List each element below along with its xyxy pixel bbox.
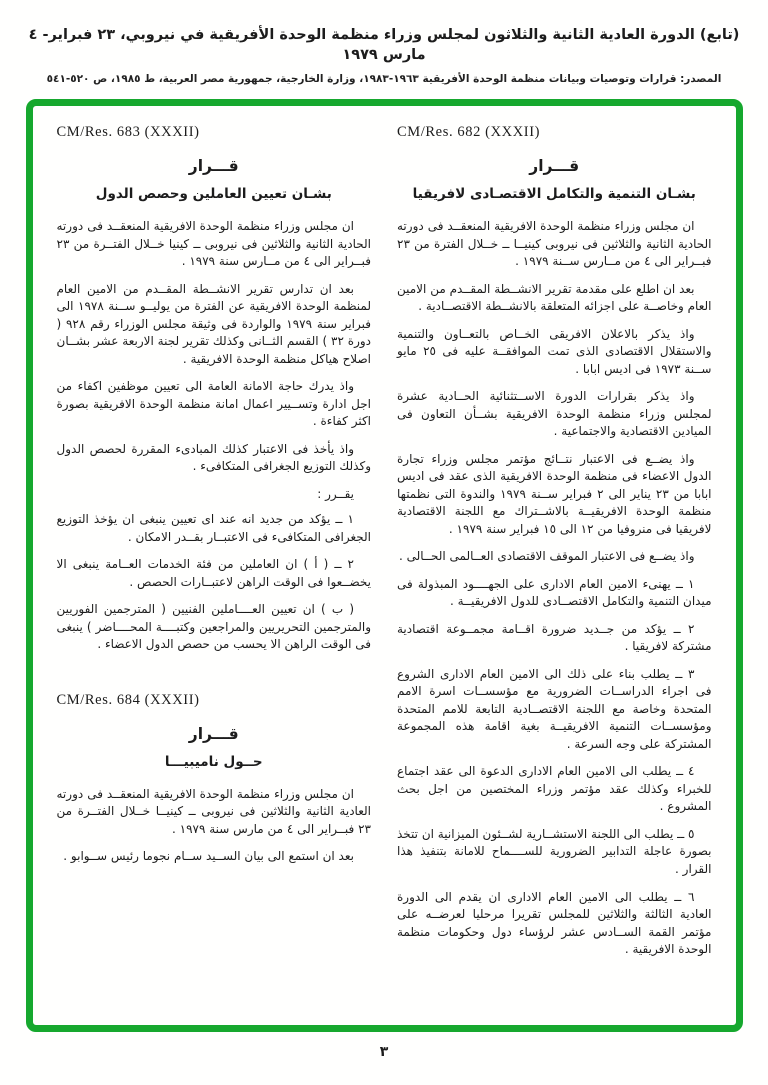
resolution-ref: CM/Res. 684 (XXXII) — [56, 691, 200, 708]
numbered-item-2a: ٢ ــ ( أ ) ان العاملين من فئة الخدمات العــامة ينبغى الا يخضــعوا فى الوقت الراهن لاعتبــارات الحصص . — [56, 557, 371, 589]
paragraph: ان مجلس وزراء منظمة الوحدة الافريقية المنعقــد فى دورته العادية الثانية والثلاثين فى نيروبى ــ كينيــا خــلال الفتــرة من ٢٣ فبــراير الى ٤ من مارس سنة ١٩٧٩ . — [56, 786, 371, 836]
numbered-item-2b: ( ب ) ان تعيين العــــاملين الفنيين ( المترجمين الفوريين والمترجمين التحريريين والمراجعين وكتبــــة المحــــاضر ) ينبغى فى الوقت الراهن الا يحسب من حصص الدول الاعضاء . — [56, 602, 371, 652]
numbered-item-6: ٦ ــ يطلب الى الامين العام الادارى ان يقدم الى الدورة العادية الثالثة والثلاثين للمجلس تقريرا مرحليا لعرضــه على مؤتمر القمة الســادس عشر لرؤساء دول وحكومات منظمة الوحدة الافريقية . — [397, 889, 712, 957]
paragraph: واذ يضــع فى الاعتبار نتــائج مؤتمر مجلس وزراء تجارة الدول الاعضاء فى منظمة الوحدة الافريقية الذى عقد فى اديس ابابا من ٢٣ يناير الى ٢ فبراير ســنة ١٩٧٩ والندوة التى نظمتها منظمة الوحدة الافريقيــة بالاشــتراك مع اللجنة الاقتصادية لافريقيا فى منروفيا من ١٢ الى ١٥ فبراير سنة ١٩٧٩ . — [397, 451, 712, 536]
resolution-kind-heading: قـــرار — [188, 157, 239, 176]
paragraph: بعد ان استمع الى بيان الســيد ســام نجوما رئيس ســوابو . — [63, 849, 354, 864]
paragraph: ان مجلس وزراء منظمة الوحدة الافريقية المنعقــد فى دورته الحادية الثانية والثلاثين فى نيروبى كينيــا ــ خــلال الفترة من ٢٣ فبــراير الى ٤ من مــارس ســنة ١٩٧٩ . — [397, 219, 712, 269]
resolution-kind-heading: قـــرار — [188, 724, 239, 743]
numbered-item-2: ٢ ــ يؤكد من جــديد ضرورة اقــامة مجمــوعة اقتصادية مشتركة لافريقيا . — [397, 621, 712, 654]
paragraph: واذ يذكر بالاعلان الافريقى الخــاص بالتعــاون والتنمية والاستقلال الاقتصادى الذى تمت الموافقــة عليه فى ٢٥ مايو ســنة ١٩٧٣ فى اديس ابابا . — [397, 326, 712, 376]
column-left — [57, 120, 372, 968]
paragraph: ان مجلس وزراء منظمة الوحدة الافريقية المنعقــد فى دورته الحادية الثانية والثلاثين فى نيروبى ــ كينيا خــلال الفتــرة من ٢٣ فبــراير الى ٤ من مــارس سنة ١٩٧٩ . — [56, 219, 371, 269]
resolution-682 — [397, 124, 712, 958]
citation-source: المصدر: قرارات وتوصيات وبيانات منظمة الوحدة الأفريقية ١٩٦٣-١٩٨٣، وزارة الخارجية، جمهورية مصر العربية، ط ١٩٨٥، ص ٥٢٠-٥٤١ — [46, 73, 722, 86]
paragraph: بعد ان اطلع على مقدمة تقرير الانشــطة المقــدم من الامين العام وخاصــة على اجزائه المتعلقة بالانشــطة الاقتصــادية . — [397, 281, 712, 314]
citation-title: (تابع) الدورة العادية الثانية والثلاثون لمجلس وزراء منظمة الوحدة الأفريقية في نيروبي، ٢٣ فبراير- ٤ مارس ١٩٧٩ — [28, 27, 740, 63]
resolution-684 — [57, 692, 372, 866]
two-column-layout — [57, 120, 712, 968]
numbered-item-5: ٥ ــ يطلب الى اللجنة الاستشــارية لشــئون الميزانية ان تتخذ بصورة عاجلة التدابير الضرورية للســــماح للامانة بتنفيذ هذا القرار . — [397, 826, 712, 876]
paragraph: واذ يأخذ فى الاعتبار كذلك المبادىء المقررة لحصص الدول وكذلك التوزيع الجغرافى المتكافىء . — [56, 441, 371, 474]
numbered-item-4: ٤ ــ يطلب الى الامين العام الادارى الدعوة الى عقد اجتماع للخبراء وكذلك عقد مؤتمر وزراء المختصين من اجل بحث المشروع . — [397, 764, 712, 814]
resolution-subject: بشـان تعيين العاملين وحصص الدول — [95, 186, 332, 203]
resolution-ref: CM/Res. 683 (XXXII) — [56, 124, 200, 141]
green-frame — [26, 99, 743, 1032]
resolution-subject: حــول ناميبيـــا — [164, 753, 263, 770]
paragraph: واذ يذكر بقرارات الدورة الاســتثنائية الحــادية عشرة لمجلس وزراء منظمة الوحدة الافريقية بشــأن التعاون فى الميادين الاقتصادية والاجتماعية . — [397, 389, 712, 439]
resolution-kind-heading: قـــرار — [529, 157, 580, 176]
numbered-item-1: ١ ــ يؤكد من جديد انه عند اى تعيين ينبغى ان يؤخذ التوزيع الجغرافى المتكافىء فى الاعتبــار بقــدر الامكان . — [56, 512, 371, 544]
resolution-683 — [57, 124, 372, 654]
resolution-subject: بشـان التنمية والتكامل الاقتصـادى لافريقيا — [412, 186, 696, 203]
paragraph: واذ يضــع فى الاعتبار الموقف الاقتصادى العــالمى الحــالى . — [399, 549, 695, 564]
numbered-item-1: ١ ــ يهنىء الامين العام الادارى على الجهــــود المبذولة فى ميدان التنمية والتكامل الاقتصــادى للدول الافريقيــة . — [397, 576, 712, 609]
page-number: ٣ — [379, 1044, 389, 1061]
resolution-ref: CM/Res. 682 (XXXII) — [397, 124, 541, 141]
decides-line: يقــرر : — [317, 486, 354, 501]
numbered-item-3: ٣ ــ يطلب بناء على ذلك الى الامين العام الادارى الشروع فى اجراء الدراســات الضرورية مع مؤسســات اسرة الامم المتحدة وخاصة مع اللجنة الاقتصــادية التابعة للامم المتحدة ومؤسســات التنمية الافريقيــة بغية اقامة هذه المجموعة المشتركة على وجه السرعة . — [397, 666, 712, 751]
citation-header — [0, 26, 768, 85]
paragraph: واذ يدرك حاجة الامانة العامة الى تعيين موظفين اكفاء من اجل ادارة وتســيير اعمال امانة منظمة الوحدة الافريقية بصورة اكثر كفاءة . — [56, 379, 371, 429]
paragraph: بعد ان تدارس تقرير الانشــطة المقــدم من الامين العام لمنظمة الوحدة الافريقية عن الفترة من يوليــو ســنة ١٩٧٨ الى فبراير سنة ١٩٧٩ والواردة فى وثيقة مجلس الوزراء رقم ٩٢٨ ( دورة ٣٢ ) القسم الثــانى وكذلك تقرير لجنة الاربعة عشر بشــان اصلاح هياكل منظمة الوحدة الافريقية . — [56, 281, 371, 366]
column-right — [397, 120, 712, 968]
